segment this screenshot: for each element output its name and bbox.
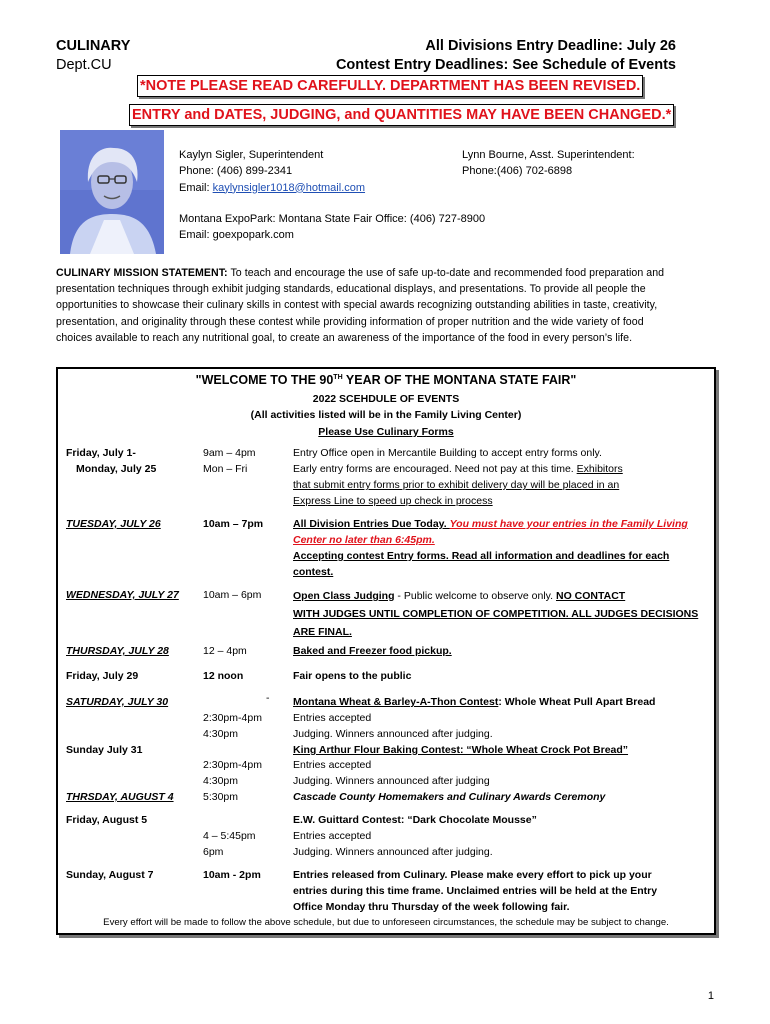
row9-times: 4 – 5:45pm 6pm — [203, 830, 256, 858]
assistant-name: Lynn Bourne, Asst. Superintendent: — [462, 149, 635, 161]
row7-times: 2:30pm-4pm 4:30pm — [203, 759, 262, 787]
row8-time: 5:30pm — [203, 791, 239, 803]
row4-date: THURSDAY, JULY 28 — [66, 645, 169, 657]
row10-time: 10am - 2pm — [203, 869, 261, 881]
row6-details: Entries accepted Judging. Winners announced after judging. — [293, 712, 493, 740]
row6-times: 2:30pm-4pm 4:30pm — [203, 712, 262, 740]
entry-deadline: All Divisions Entry Deadline: July 26 — [425, 38, 676, 54]
row9-details: Entries accepted Judging. Winners announced after judging. — [293, 830, 493, 858]
mission-text-line5: choices available to reach any nutritional goal, to create an awareness of the importance of the food in every person’s life. — [56, 331, 633, 344]
row7-date: Sunday July 31 — [66, 744, 143, 756]
row1-time: 9am – 4pm Mon – Fri — [203, 447, 256, 475]
revision-notice-line1: *NOTE PLEASE READ CAREFULLY. DEPARTMENT HAS BEEN REVISED. — [137, 75, 643, 97]
expopark-email: Email: goexpopark.com — [179, 229, 294, 242]
row6-contest: Montana Wheat & Barley-A-Thon Contest: Whole Wheat Pull Apart Bread — [293, 696, 656, 708]
page-number: 1 — [707, 990, 714, 1002]
row1-event: Entry Office open in Mercantile Building to accept entry forms only. Early entry forms are encouraged. Need not pay at this time. Exhibitors that submit entry forms prior to exhibit delivery day will be placed in an Express Line to speed up check in process — [293, 447, 623, 507]
welcome-heading: "WELCOME TO THE 90TH YEAR OF THE MONTANA STATE FAIR" — [195, 373, 577, 387]
row5-event: Fair opens to the public — [293, 670, 412, 682]
assistant-contact — [462, 147, 635, 180]
email-label: Email: — [179, 181, 213, 194]
row7-details: Entries accepted Judging. Winners announced after judging — [293, 759, 490, 787]
row1-date: Friday, July 1- Monday, July 25 — [66, 447, 157, 475]
mission-statement — [56, 265, 716, 346]
row8-date: THRSDAY, AUGUST 4 — [66, 791, 174, 803]
expopark-contact — [179, 211, 485, 244]
row10-date: Sunday, August 7 — [66, 869, 154, 881]
row5-date: Friday, July 29 — [66, 670, 139, 682]
schedule-title: 2022 SCEHDULE OF EVENTS — [312, 393, 460, 405]
row5-time: 12 noon — [203, 670, 244, 682]
expopark-phone: Montana ExpoPark: Montana State Fair Office: (406) 727-8900 — [179, 213, 486, 225]
superintendent-photo — [60, 130, 164, 254]
mission-text-line3: opportunities to showcase their culinary skills in contest with special awards recognizing outstanding abilities in taste, creativity, — [56, 299, 658, 312]
deadline-header — [336, 37, 676, 75]
row9-date: Friday, August 5 — [66, 814, 148, 826]
superintendent-contact — [179, 147, 365, 196]
row3-time: 10am – 6pm — [203, 589, 262, 601]
row4-event: Baked and Freezer food pickup. — [293, 645, 452, 657]
mission-label: CULINARY MISSION STATEMENT: — [56, 267, 228, 279]
row7-contest: King Arthur Flour Baking Contest: “Whole Wheat Crock Pot Bread” — [293, 744, 629, 756]
superintendent-email-link[interactable]: kaylynsigler1018@hotmail.com — [212, 181, 366, 194]
mission-text-line4: presentation, and originality through these contest while providing information of proper nutrition and the wide variety of food — [56, 315, 644, 328]
row2-event: All Division Entries Due Today. You must have your entries in the Family Living Center no later than 6:45pm. Accepting contest Entry forms. Read all information and deadlines for each contest. — [293, 518, 688, 578]
row6-dash: - — [266, 692, 270, 704]
superintendent-email-line — [179, 180, 365, 196]
row3-date: WEDNESDAY, JULY 27 — [66, 589, 179, 601]
superintendent-phone: Phone: (406) 899-2341 — [179, 165, 293, 178]
revision-notice-line2: ENTRY and DATES, JUDGING, and QUANTITIES MAY HAVE BEEN CHANGED.* — [129, 104, 674, 126]
mission-text-line2: presentation techniques through exhibit judging standards, educational displays, and presentations. To provide all people the — [56, 283, 646, 296]
contest-deadline: Contest Entry Deadlines: See Schedule of Events — [335, 57, 676, 73]
row2-date: TUESDAY, JULY 26 — [66, 518, 161, 530]
row4-time: 12 – 4pm — [203, 645, 247, 657]
row3-event: Open Class Judging - Public welcome to observe only. NO CONTACT WITH JUDGES UNTIL COMPLETION OF COMPETITION. ALL JUDGES DECISIONS ARE FINAL. — [293, 590, 699, 638]
department-code: Dept.CU — [56, 57, 112, 73]
schedule-disclaimer: Every effort will be made to follow the above schedule, but due to unforeseen circumstances, the schedule may be subject to change. — [103, 917, 669, 928]
schedule-forms-note: Please Use Culinary Forms — [318, 426, 454, 438]
mission-text-line1: To teach and encourage the use of safe up-to-date and recommended food preparation and — [227, 267, 665, 279]
row6-date: SATURDAY, JULY 30 — [66, 696, 169, 708]
department-title: CULINARY — [56, 38, 131, 54]
department-header — [56, 37, 130, 75]
row8-event: Cascade County Homemakers and Culinary Awards Ceremony — [293, 791, 606, 803]
superintendent-name: Kaylyn Sigler, Superintendent — [179, 149, 324, 161]
row9-contest: E.W. Guittard Contest: “Dark Chocolate Mousse” — [293, 814, 537, 826]
row10-event: Entries released from Culinary. Please make every effort to pick up your entries during this time frame. Unclaimed entries will be held at the Entry Office Monday thru Thursday of the week following fair. — [293, 869, 658, 913]
assistant-phone: Phone:(406) 702-6898 — [462, 165, 573, 178]
schedule-subtitle: (All activities listed will be in the Family Living Center) — [250, 409, 522, 421]
row2-time: 10am – 7pm — [203, 518, 264, 530]
